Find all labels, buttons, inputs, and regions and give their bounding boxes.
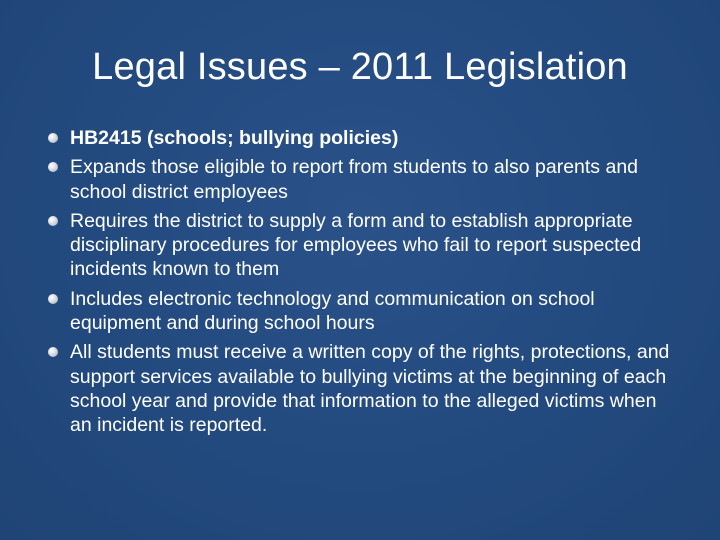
bullet-dot-icon — [48, 216, 58, 226]
bullet-item-1 — [48, 126, 678, 150]
bullet-text: Requires the district to supply a form and to establish appropriate disciplinary procedures for employees who fail to report suspected incidents known to them — [70, 209, 642, 281]
bullet-dot-icon — [48, 347, 58, 357]
bullet-dot-icon — [48, 294, 58, 304]
slide-title: Legal Issues – 2011 Legislation — [92, 46, 628, 88]
bullet-item-4 — [48, 287, 678, 336]
bullet-item-2 — [48, 155, 678, 204]
bullet-text: All students must receive a written copy of the rights, protections, and support services available to bullying victims at the beginning of each school year and provide that information to the alleged victims when an incident is reported. — [70, 341, 670, 437]
bullet-dot-icon — [48, 162, 58, 172]
bullet-list — [48, 126, 678, 443]
bullet-text: Expands those eligible to report from students to also parents and school district employees — [70, 156, 639, 203]
bullet-dot-icon — [48, 133, 58, 143]
bullet-item-3 — [48, 209, 678, 282]
bullet-item-5 — [48, 340, 678, 437]
bullet-text: Includes electronic technology and communication on school equipment and during school hours — [70, 287, 595, 335]
bullet-text: HB2415 (schools; bullying policies) — [70, 127, 399, 149]
